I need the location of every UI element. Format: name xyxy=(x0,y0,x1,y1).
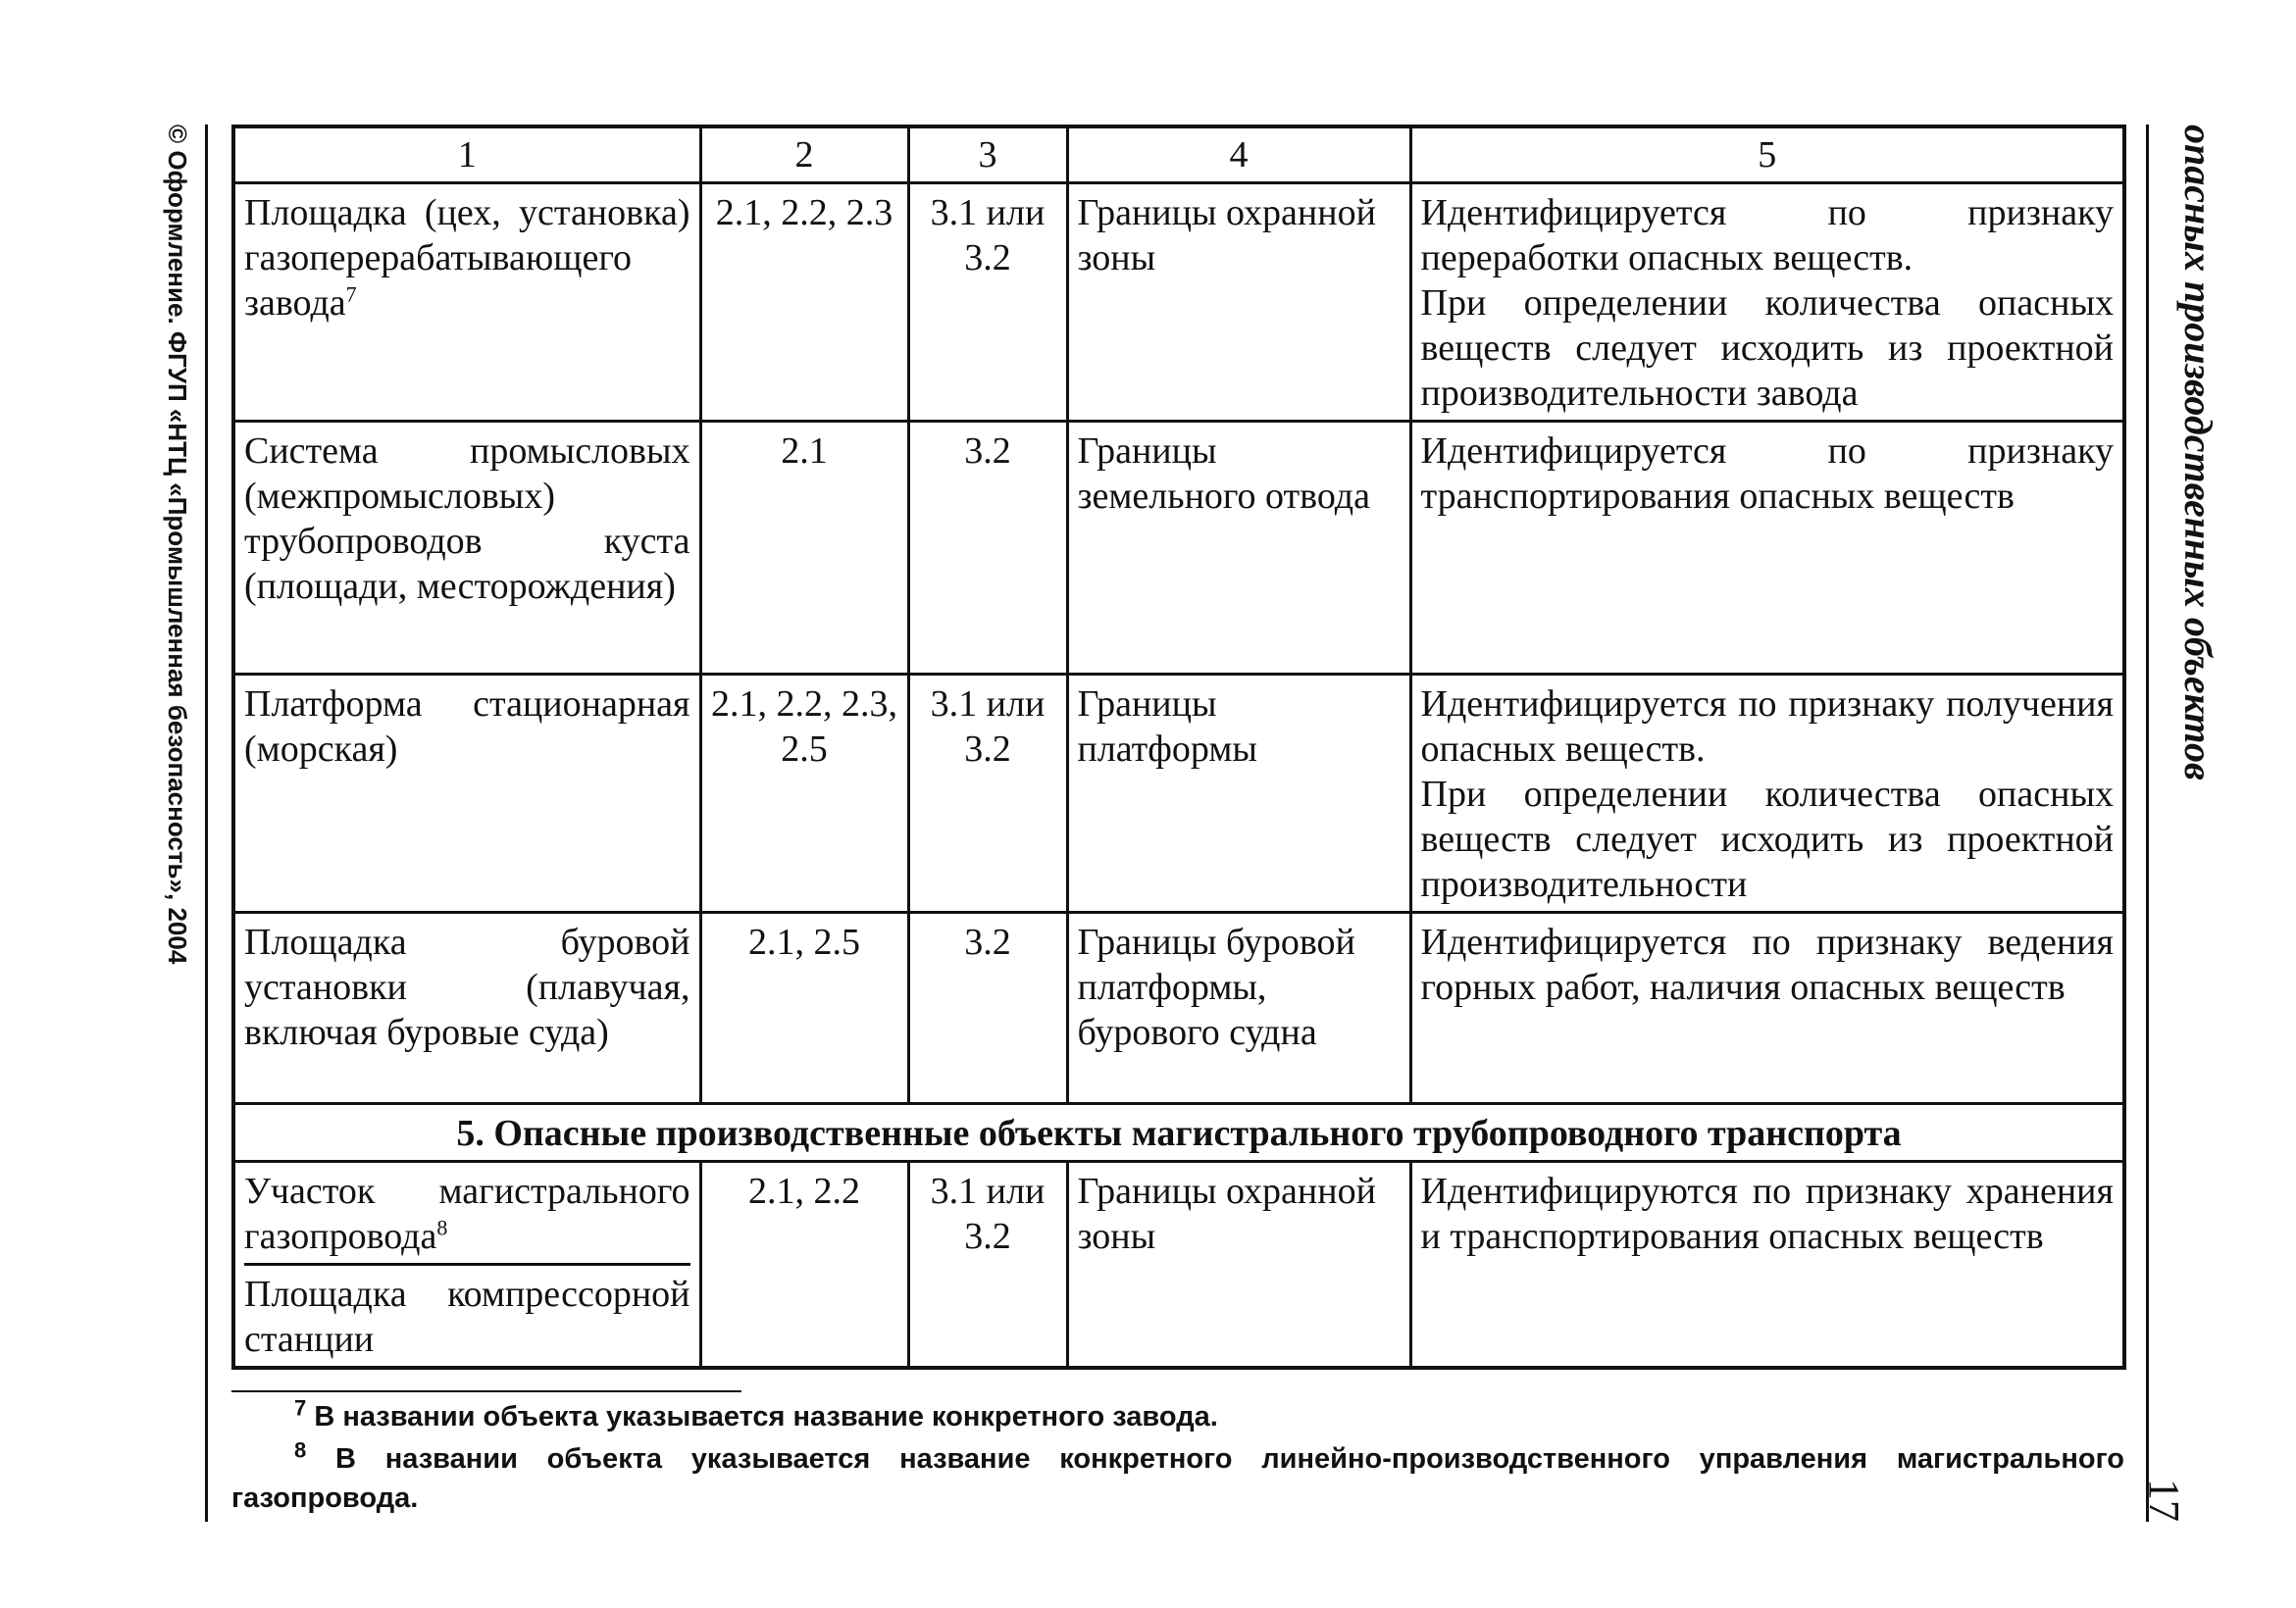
page-number: 17 xyxy=(2140,1479,2188,1522)
footnote-ref: 8 xyxy=(436,1215,448,1240)
boundary-cell: Границы охранной зоны xyxy=(1067,1162,1410,1369)
boundary-cell: Границы охранной зоны xyxy=(1067,183,1410,422)
table-row xyxy=(233,183,2124,422)
identification-cell xyxy=(1410,422,2124,675)
class-cell: 3.1 или 3.2 xyxy=(908,183,1067,422)
criteria-cell: 2.1 xyxy=(700,422,908,675)
criteria-cell: 2.1, 2.5 xyxy=(700,913,908,1104)
column-header: 1 xyxy=(233,126,700,183)
identification-cell xyxy=(1410,675,2124,913)
criteria-cell: 2.1, 2.2 xyxy=(700,1162,908,1369)
column-header: 2 xyxy=(700,126,908,183)
identification-note: При определении количества опасных веществ следует исходить из проектной производительности завода xyxy=(1420,282,2114,414)
footnote-7: $^7$ В названии объекта указывается название конкретного завода. xyxy=(294,1395,1218,1432)
criteria-cell: 2.1, 2.2, 2.3 xyxy=(700,183,908,422)
identification-note: При определении количества опасных веществ следует исходить из проектной производительности xyxy=(1420,774,2114,905)
footnote-separator xyxy=(231,1390,741,1392)
object-name-top: Участок магистрального газопровода$^8$ xyxy=(244,1169,690,1265)
identification-cell xyxy=(1410,183,2124,422)
copyright-sidebar: © Оформление. ФГУП «НТЦ «Промышленная безопасность», 2004 xyxy=(163,125,192,965)
column-header: 4 xyxy=(1067,126,1410,183)
column-header: 3 xyxy=(908,126,1067,183)
object-name-cell: Площадка (цех, установка) газоперерабатывающего завода$^7$ xyxy=(233,183,700,422)
class-cell: 3.2 xyxy=(908,422,1067,675)
identification-cell xyxy=(1410,913,2124,1104)
footnote-ref: 7 xyxy=(345,281,357,307)
objects-table xyxy=(231,125,2126,1370)
section-header-row xyxy=(233,1104,2124,1162)
column-header: 5 xyxy=(1410,126,2124,183)
criteria-cell: 2.1, 2.2, 2.3, 2.5 xyxy=(700,675,908,913)
table-row xyxy=(233,1162,2124,1369)
identification-text: Идентифицируется по признаку получения опасных веществ. xyxy=(1420,683,2114,770)
table-row xyxy=(233,913,2124,1104)
left-margin-rule xyxy=(205,125,208,1522)
class-cell: 3.1 или 3.2 xyxy=(908,1162,1067,1369)
class-cell: 3.1 или 3.2 xyxy=(908,675,1067,913)
class-cell: 3.2 xyxy=(908,913,1067,1104)
object-name-cell xyxy=(233,1162,700,1369)
identification-cell: Идентифицируются по признаку хранения и транспортирования опасных веществ xyxy=(1410,1162,2124,1369)
table-row xyxy=(233,675,2124,913)
object-name-cell: Платформа стационарная (морская) xyxy=(233,675,700,913)
identification-text: Идентифицируется по признаку ведения горных работ, наличия опасных веществ xyxy=(1420,922,2114,1008)
right-margin-rule xyxy=(2146,125,2149,1522)
nested-object-list xyxy=(244,1169,690,1362)
identification-text: Идентифицируется по признаку транспортирования опасных веществ xyxy=(1420,430,2114,517)
object-name-cell: Площадка буровой установки (плавучая, включая буровые суда) xyxy=(233,913,700,1104)
table-header-row xyxy=(233,126,2124,183)
boundary-cell: Границы платформы xyxy=(1067,675,1410,913)
section-title: 5. Опасные производственные объекты магистрального трубопроводного транспорта xyxy=(233,1104,2124,1162)
footnote-8: $^8$ В названии объекта указывается название конкретного линейно-производственного управления магистрального газопровода. xyxy=(231,1437,2124,1514)
table-row xyxy=(233,422,2124,675)
object-name-cell: Система промысловых (межпромысловых) трубопроводов куста (площади, месторождения) xyxy=(233,422,700,675)
identification-text: Идентифицируется по признаку переработки опасных веществ. xyxy=(1420,192,2114,278)
boundary-cell: Границы земельного отвода xyxy=(1067,422,1410,675)
object-name-bottom: Площадка компрессорной станции xyxy=(244,1274,690,1360)
boundary-cell: Границы буровой платформы, бурового судна xyxy=(1067,913,1410,1104)
running-header: опасных производственных объектов xyxy=(2176,125,2220,780)
